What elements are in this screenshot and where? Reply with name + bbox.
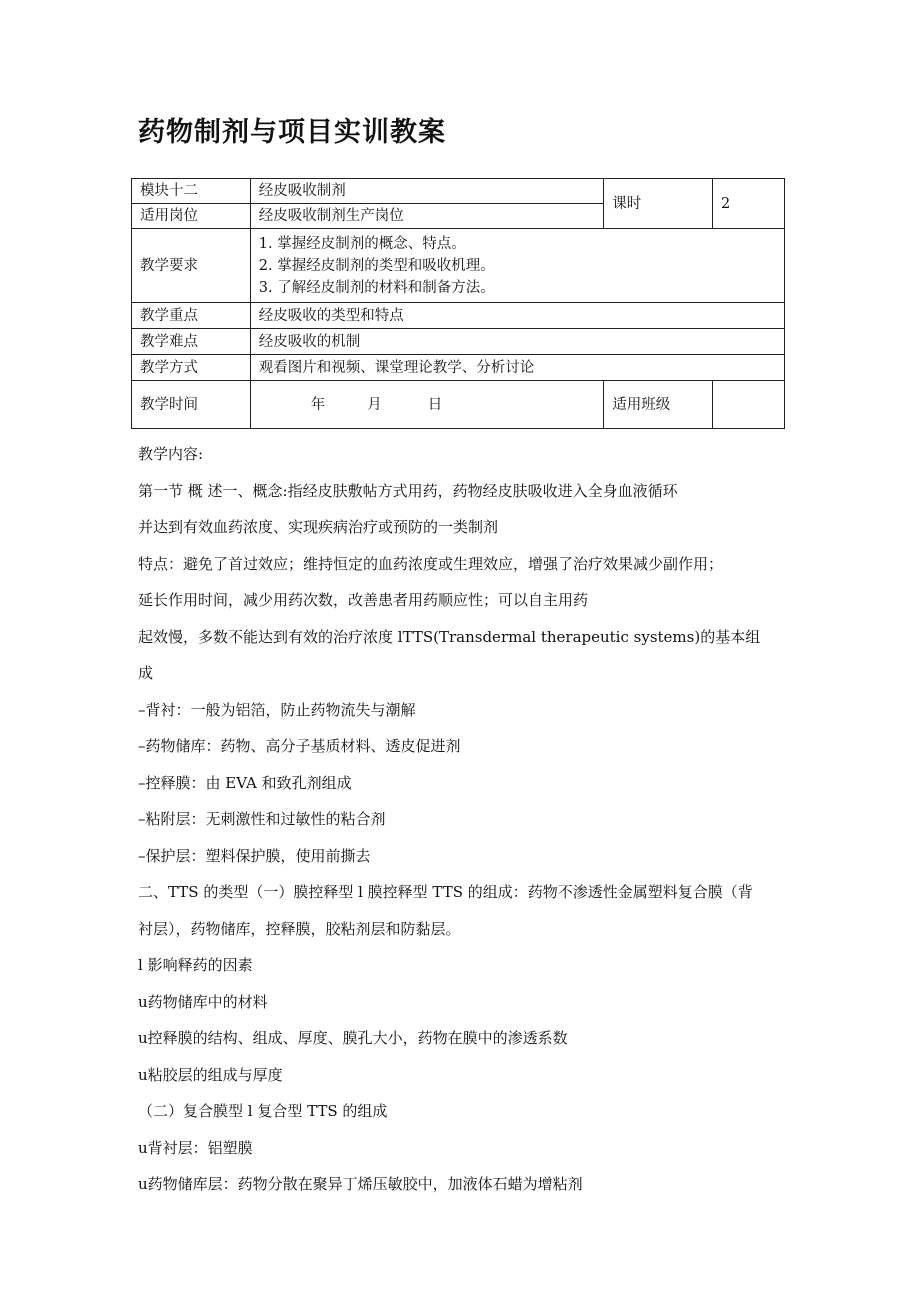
- table-row: [132, 303, 785, 329]
- table-row: [132, 329, 785, 355]
- hours-value: 2: [713, 179, 785, 229]
- content-line: 第一节 概 述一、概念:指经皮肤敷帖方式用药，药物经皮肤吸收进入全身血液循环: [138, 481, 678, 500]
- lesson-info-table: [131, 178, 785, 429]
- content-line: （二）复合膜型 l 复合型 TTS 的组成: [138, 1102, 388, 1120]
- focus-label: 教学重点: [132, 303, 251, 329]
- focus-value: 经皮吸收的类型和特点: [250, 303, 784, 329]
- method-value: 观看图片和视频、课堂理论教学、分析讨论: [250, 355, 784, 381]
- module-label: 模块十二: [132, 179, 251, 204]
- difficulty-value: 经皮吸收的机制: [250, 329, 784, 355]
- module-value: 经皮吸收制剂: [250, 179, 603, 204]
- content-line: –控释膜：由 EVA 和致孔剂组成: [138, 773, 352, 792]
- content-line: 起效慢，多数不能达到有效的治疗浓度 lTTS(Transdermal therapeutic systems)的基本组: [138, 627, 761, 646]
- time-day: 日: [427, 396, 443, 413]
- document-title: 药物制剂与项目实训教案: [138, 117, 446, 148]
- class-label: 适用班级: [604, 381, 713, 429]
- content-line: u控释膜的结构、组成、厚度、膜孔大小，药物在膜中的渗透系数: [138, 1029, 568, 1047]
- post-value: 经皮吸收制剂生产岗位: [250, 204, 603, 229]
- difficulty-label: 教学难点: [132, 329, 251, 355]
- content-line: 衬层），药物储库，控释膜，胶粘剂层和防黏层。: [138, 919, 461, 938]
- requirements-list: [250, 229, 784, 303]
- content-line: u背衬层：铝塑膜: [138, 1138, 253, 1157]
- content-line: –粘附层：无刺激性和过敏性的粘合剂: [138, 810, 386, 828]
- post-label: 适用岗位: [132, 204, 251, 229]
- class-value: [713, 381, 785, 429]
- content-line: –背衬：一般为铝箔，防止药物流失与潮解: [138, 700, 416, 719]
- content-line: u药物储库层：药物分散在聚异丁烯压敏胶中，加液体石蜡为增粘剂: [138, 1175, 583, 1193]
- lesson-content: [138, 436, 788, 1203]
- time-value: [250, 381, 603, 429]
- requirement-item: 2. 掌握经皮制剂的类型和吸收机理。: [258, 257, 495, 274]
- content-line: –保护层：塑料保护膜，使用前撕去: [138, 846, 371, 865]
- content-line: 成: [138, 664, 154, 682]
- content-line: u粘胶层的组成与厚度: [138, 1065, 283, 1084]
- requirement-item: 1. 掌握经皮制剂的概念、特点。: [258, 235, 466, 252]
- table-row: [132, 381, 785, 429]
- table-row: [132, 355, 785, 381]
- content-line: 并达到有效血药浓度、实现疾病治疗或预防的一类制剂: [138, 518, 499, 536]
- content-line: 延长作用时间，减少用药次数，改善患者用药顺应性；可以自主用药: [138, 591, 589, 609]
- hours-label: 课时: [604, 179, 713, 229]
- table-row: [132, 179, 785, 204]
- time-month: 月: [367, 396, 382, 413]
- time-year: 年: [310, 396, 326, 413]
- method-label: 教学方式: [132, 355, 251, 381]
- content-heading: 教学内容:: [138, 445, 204, 463]
- content-line: l 影响释药的因素: [138, 956, 253, 974]
- requirement-item: 3. 了解经皮制剂的材料和制备方法。: [258, 279, 495, 296]
- table-row: [132, 229, 785, 303]
- content-line: u药物储库中的材料: [138, 992, 268, 1011]
- requirements-label: 教学要求: [132, 229, 251, 303]
- content-line: –药物储库：药物、高分子基质材料、透皮促进剂: [138, 737, 461, 755]
- content-line: 特点：避免了首过效应；维持恒定的血药浓度或生理效应，增强了治疗效果减少副作用；: [138, 554, 724, 573]
- time-label: 教学时间: [132, 381, 251, 429]
- content-line: 二、TTS 的类型（一）膜控释型 l 膜控释型 TTS 的组成：药物不渗透性金属塑料复合膜（背: [138, 883, 753, 901]
